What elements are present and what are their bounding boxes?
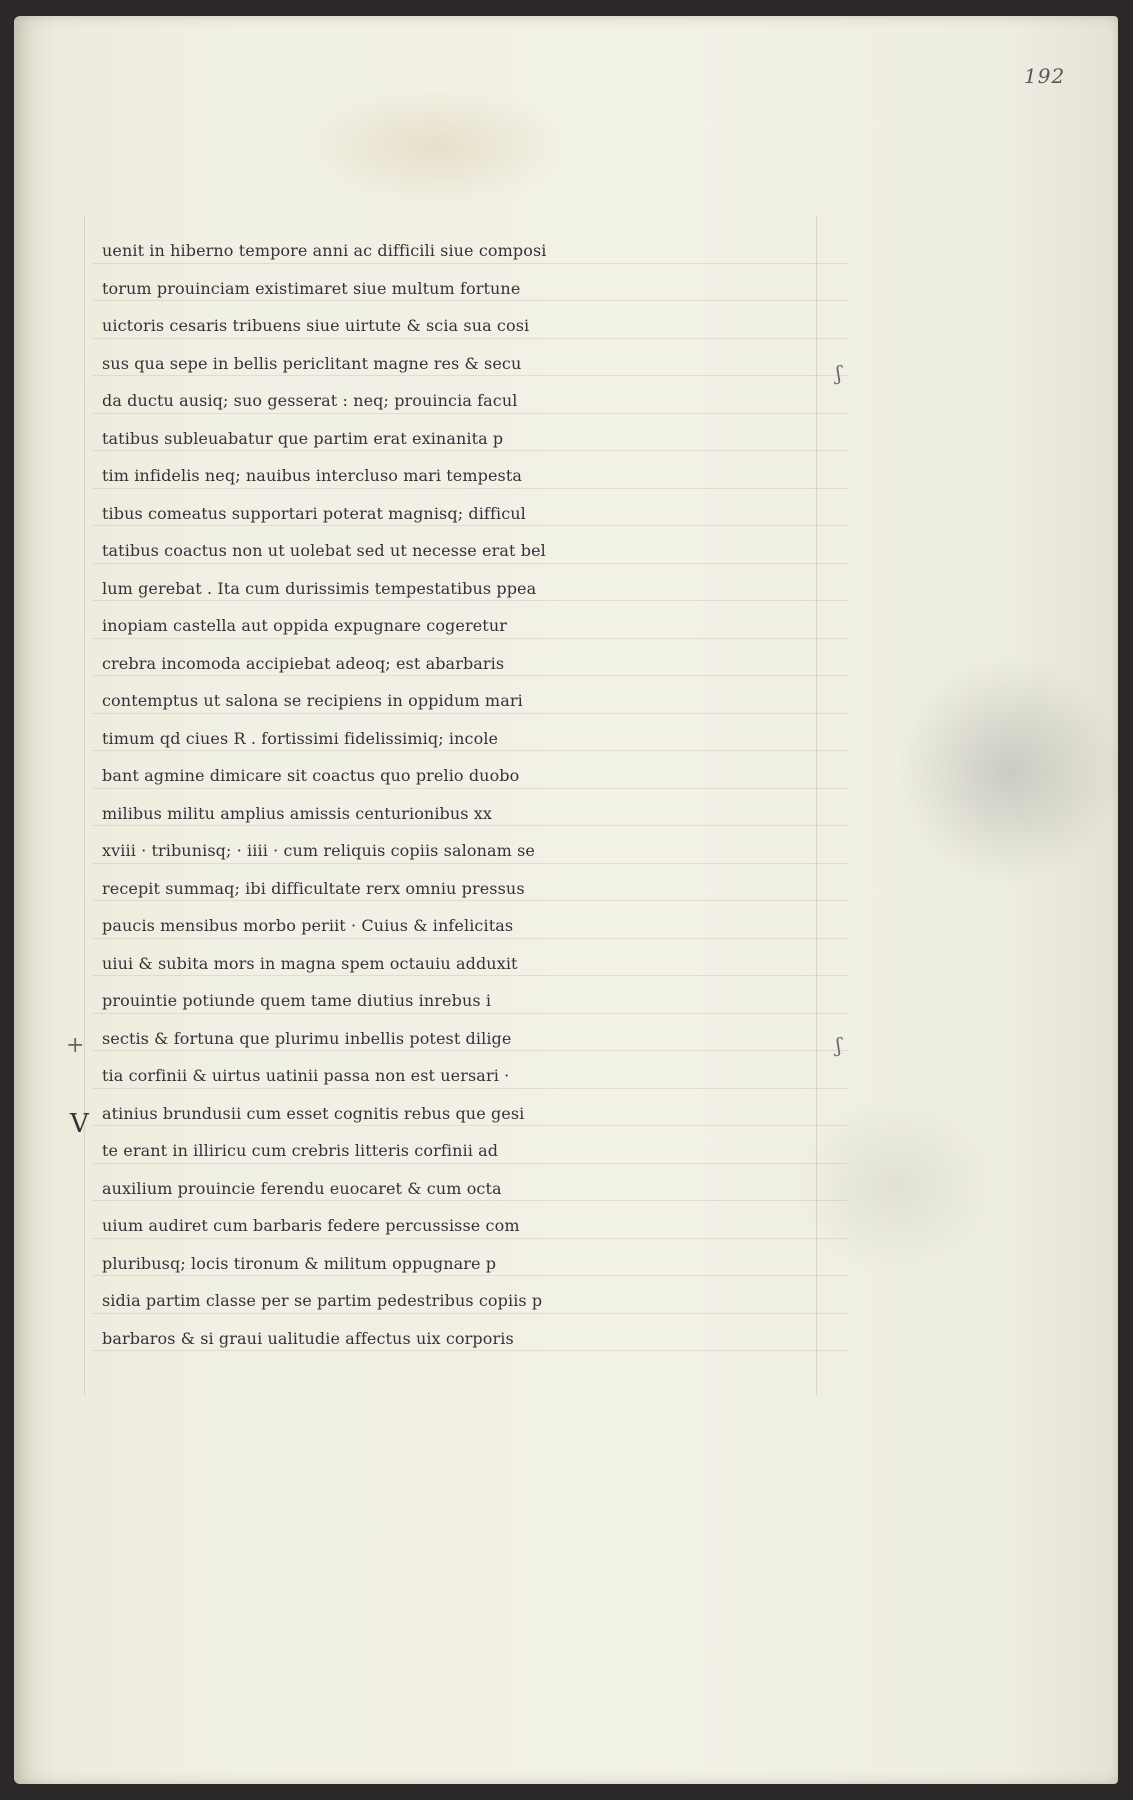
text-line: crebra incomoda accipiebat adeoq; est abarbaris — [102, 645, 842, 683]
text-line: tibus comeatus supportari poterat magnisq; difficul — [102, 495, 842, 533]
text-line: uium audiret cum barbaris federe percussisse com — [102, 1207, 842, 1245]
parchment-stain — [304, 86, 564, 206]
text-line: pluribusq; locis tironum & militum oppugnare p — [102, 1245, 842, 1283]
text-line: torum prouinciam existimaret siue multum fortune — [102, 270, 842, 308]
ruling-line-left — [84, 216, 85, 1396]
text-line: uictoris cesaris tribuens siue uirtute & scia sua cosi — [102, 307, 842, 345]
text-line: tatibus subleuabatur que partim erat exinanita p — [102, 420, 842, 458]
folio-number: 192 — [1024, 64, 1066, 88]
text-line: tatibus coactus non ut uolebat sed ut necesse erat bel — [102, 532, 842, 570]
margin-initial: V — [70, 1109, 89, 1139]
text-line: uenit in hiberno tempore anni ac difficili siue composi — [102, 232, 842, 270]
text-line: xviii · tribunisq; · iiii · cum reliquis copiis salonam se — [102, 832, 842, 870]
text-line: te erant in illiricu cum crebris litteris corfinii ad — [102, 1132, 842, 1170]
text-line: tim infidelis neq; nauibus intercluso mari tempesta — [102, 457, 842, 495]
text-line: contemptus ut salona se recipiens in oppidum mari — [102, 682, 842, 720]
text-column — [102, 232, 842, 1357]
margin-tick-mark: ʃ — [836, 1033, 842, 1057]
text-line: sidia partim classe per se partim pedestribus copiis p — [102, 1282, 842, 1320]
text-line: sus qua sepe in bellis periclitant magne res & secu — [102, 345, 842, 383]
text-line: atinius brundusii cum esset cognitis rebus que gesi — [102, 1095, 842, 1133]
text-line: barbaros & si graui ualitudie affectus uix corporis — [102, 1320, 842, 1358]
text-line: prouintie potiunde quem tame diutius inrebus i — [102, 982, 842, 1020]
text-line: tia corfinii & uirtus uatinii passa non est uersari · — [102, 1057, 842, 1095]
text-line: bant agmine dimicare sit coactus quo prelio duobo — [102, 757, 842, 795]
margin-tick-mark: ʃ — [836, 361, 842, 385]
text-line: timum qd ciues R . fortissimi fidelissimiq; incole — [102, 720, 842, 758]
margin-dagger-mark: + — [66, 1033, 85, 1058]
text-line: recepit summaq; ibi difficultate rerx omniu pressus — [102, 870, 842, 908]
text-line: milibus militu amplius amissis centurionibus xx — [102, 795, 842, 833]
text-line: paucis mensibus morbo periit · Cuius & infelicitas — [102, 907, 842, 945]
text-line: inopiam castella aut oppida expugnare cogeretur — [102, 607, 842, 645]
text-line: uiui & subita mors in magna spem octauiu adduxit — [102, 945, 842, 983]
text-line: da ductu ausiq; suo gesserat : neq; prouincia facul — [102, 382, 842, 420]
manuscript-page — [14, 16, 1118, 1784]
text-line: sectis & fortuna que plurimu inbellis potest dilige — [102, 1020, 842, 1058]
text-line: auxilium prouincie ferendu euocaret & cum octa — [102, 1170, 842, 1208]
text-line: lum gerebat . Ita cum durissimis tempestatibus ppea — [102, 570, 842, 608]
parchment-stain — [894, 656, 1118, 886]
